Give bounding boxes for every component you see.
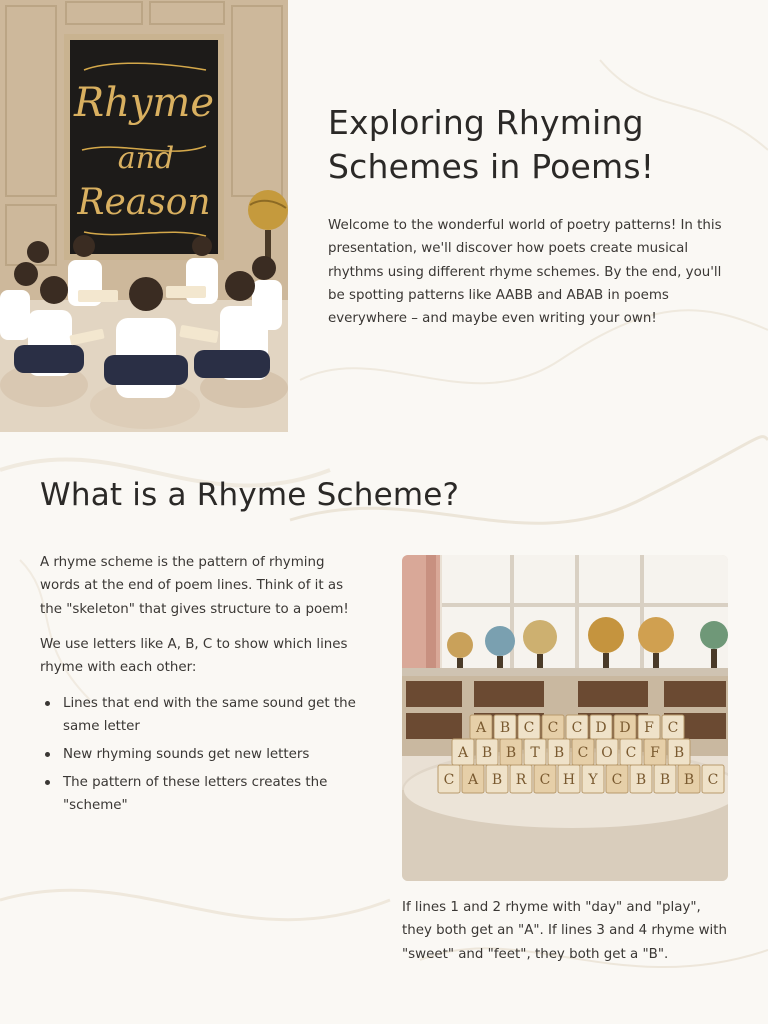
classroom-photo	[0, 0, 288, 432]
letter-block-label: B	[481, 745, 493, 761]
letter-block-label: B	[683, 772, 695, 788]
letter-block-label: A	[457, 745, 469, 761]
letter-block-label: C	[571, 720, 583, 736]
slide-title: Exploring Rhyming Schemes in Poems!	[328, 103, 655, 186]
letter-block-label: B	[491, 772, 503, 788]
letter-block-label: B	[635, 772, 647, 788]
bullet-text: The pattern of these letters creates the "scheme"	[63, 774, 328, 814]
classroom-photo-icon	[0, 0, 288, 432]
letter-block-label: A	[467, 772, 479, 788]
letter-block-label: C	[547, 720, 559, 736]
poster-word-reason: Reason	[77, 182, 211, 223]
letter-block-label: C	[611, 772, 623, 788]
bullet-dot-icon	[45, 752, 50, 757]
poster-word-rhyme: Rhyme	[73, 80, 215, 126]
definition-paragraph: A rhyme scheme is the pattern of rhyming words at the end of poem lines. Think of it as the "skeleton" that gives structure to a poem!	[40, 555, 349, 617]
bullet-text: Lines that end with the same sound get the same letter	[63, 696, 356, 735]
letter-block-label: D	[619, 720, 631, 736]
bullet-list	[40, 692, 370, 822]
letter-block-label: B	[659, 772, 671, 788]
letter-block-label: H	[562, 772, 576, 788]
letter-blocks-photo-icon	[402, 555, 728, 881]
poster-word-and: and	[117, 141, 175, 176]
bullet-item	[40, 743, 370, 766]
bullet-dot-icon	[45, 780, 50, 785]
letter-block-label: F	[650, 745, 660, 761]
letter-block-label: C	[625, 745, 637, 761]
letter-blocks-photo	[402, 555, 728, 881]
bullet-dot-icon	[45, 701, 50, 706]
letter-block-label: C	[667, 720, 679, 736]
letter-block-label: B	[505, 745, 517, 761]
section-heading: What is a Rhyme Scheme?	[40, 477, 460, 513]
letter-block-label: B	[553, 745, 565, 761]
letter-block-label: C	[707, 772, 719, 788]
example-caption: If lines 1 and 2 rhyme with "day" and "play", they both get an "A". If lines 3 and 4 rhyme with "sweet" and "feet", they both get a "B".	[402, 900, 727, 962]
letter-block-label: D	[595, 720, 607, 736]
bullet-item	[40, 692, 370, 739]
letter-block-label: F	[644, 720, 654, 736]
bullet-text: New rhyming sounds get new letters	[63, 747, 310, 763]
letter-block-label: C	[577, 745, 589, 761]
letter-block-label: B	[673, 745, 685, 761]
letter-block-label: A	[475, 720, 487, 736]
letter-block-label: O	[601, 745, 613, 761]
intro-paragraph: Welcome to the wonderful world of poetry patterns! In this presentation, we'll discover how poets create musical rhythms using different rhyme schemes. By the end, you'll be spotting patterns like AABB and ABAB in poems everywhere – and maybe even writing your own!	[328, 218, 722, 327]
letter-block-label: T	[530, 745, 540, 761]
bullet-item	[40, 771, 370, 818]
letters-paragraph: We use letters like A, B, C to show which lines rhyme with each other:	[40, 637, 348, 676]
letter-block-label: C	[443, 772, 455, 788]
letter-block-label: Y	[588, 772, 598, 788]
letter-block-label: C	[523, 720, 535, 736]
letter-block-label: C	[539, 772, 551, 788]
letter-block-label: B	[499, 720, 511, 736]
letter-block-label: R	[515, 772, 527, 788]
